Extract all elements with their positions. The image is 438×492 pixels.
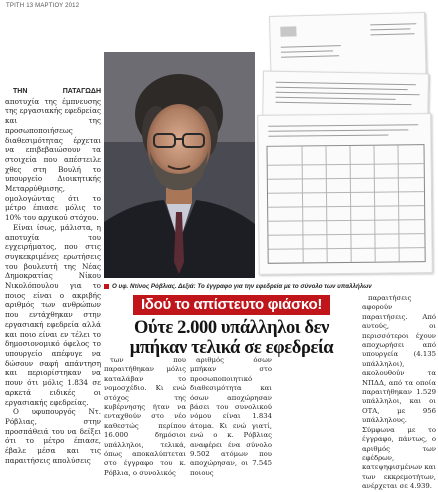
article-headline [104,294,359,358]
document-table-page [257,113,433,275]
body-column-2 [190,356,272,478]
left-paragraph-3: Ο υφυπουργός Ντ. Ρόβλιας, στην προσπάθειά του να δείξει ότι το μέτρο έπιασε, έβαλε μέσα και τις παραιτήσεις απολύσεις [5,407,101,465]
portrait-photo [104,52,255,278]
left-text-column [5,86,101,465]
caption-bullet-icon [104,284,109,289]
document-scans [258,14,436,278]
caption-text: Ο υφ. Ντίνος Ρόβλιας. Δεξιά: Το έγγραφο για την εφεδρεία με το σύνολο των υπαλλήλων [112,282,372,290]
headline-main: Ούτε 2.000 υπάλληλοι δεν μπήκαν τελικά σε εφεδρεία [129,318,334,358]
right-text-column [362,294,436,492]
document-table [266,144,425,264]
photo-caption [104,280,436,292]
portrait-illustration [104,52,255,278]
headline-kicker: Ιδού το απίστευτο φιάσκο! [133,295,330,315]
left-paragraph-1: αποτυχία της έμπνευσης της εργασιακής εφεδρείας και της προσωποποιήσεως διαθεσιμότητας έρχεται να επιβεβαιώσουν τα στοιχεία που απέστειλε χθες στη Βουλή το υπουργείο Διοικητικής Μεταρρύθμισης, ομολογώντας ότι το μέτρο έπιασε μόλις το 10% του αρχικού στόχου. [5,96,101,223]
date-line: ΤΡΙΤΗ 13 ΜΑΡΤΙΟΥ 2012 [6,3,80,9]
body-column-1 [104,356,186,478]
right-column-text: παραιτήσεις αφορούν παραιτήσεις. Από αυτούς, οι περισσότεροι έχουν αποχωρήσει από υπουργεία (4.135 υπάλληλοι), ακολουθούν τα ΝΠΔΔ, από τα οποία παραιτήθηκαν 1.529 υπάλληλοι, και οι ΟΤΑ, με 956 υπάλληλους. Σύμφωνα με το έγγραφο, πάντως, ο αριθμός των εφέδρων, κατεψηφισμένων και των εκκρεμοτήτων, ανέρχεται σε 4.939. [362,294,437,491]
body-column-1-text: των που παραιτήθηκαν μόλις καταλάβαν το νομοσχέδιο. Κι ενώ στόχος της κυβέρνησης ήταν να ενταχθούν στο νέο καθεστώς περίπου 16.000 δημόσιοι υπάλληλοι, τελικά, όπως αποκαλύπτεται στο έγγραφο του κ. Ρόβλια, ο συνολικός [104,356,186,477]
body-column-2-text: αριθμός όσων μπήκαν στο προσωποποιητικό διαθεσιμότητα και όσων αποχώρησαν βάσει του συνολικού νόμου είναι 1.834 άτομα. Κι ενώ γιατί, ενώ ο κ. Ρόβλιας αναφέρει ένα σύνολο 9.502 ατόμων που αποχώρησαν, οι 7.545 ποιους [190,356,272,477]
left-paragraph-2: Είναι ίσως, μάλιστα, η αποτυχία του εγχειρήματος, που στις συγκεκριμένες ερωτήσεις του βουλευτή της Νέας Δημοκρατίας Νίκου Νικολόπουλου για το ποιος είναι ο ακριβής αριθμός των ανθρώπων που εντάχθηκαν στην εργασιακή εφεδρεία αλλά και ποιο είναι εν τέλει το δημοσιονομικό όφελος το υπουργείο απέφυγε να δώσουν σαφή απάντηση και περιορίστηκαν να πουν ότι μόλις 1.834 σε αρκετά ειδικές οι εργασιακής εφεδρείας. [5,222,101,407]
lead-word: ΤΗΝ ΠΑΤΑΓΩΔΗ [13,88,101,95]
